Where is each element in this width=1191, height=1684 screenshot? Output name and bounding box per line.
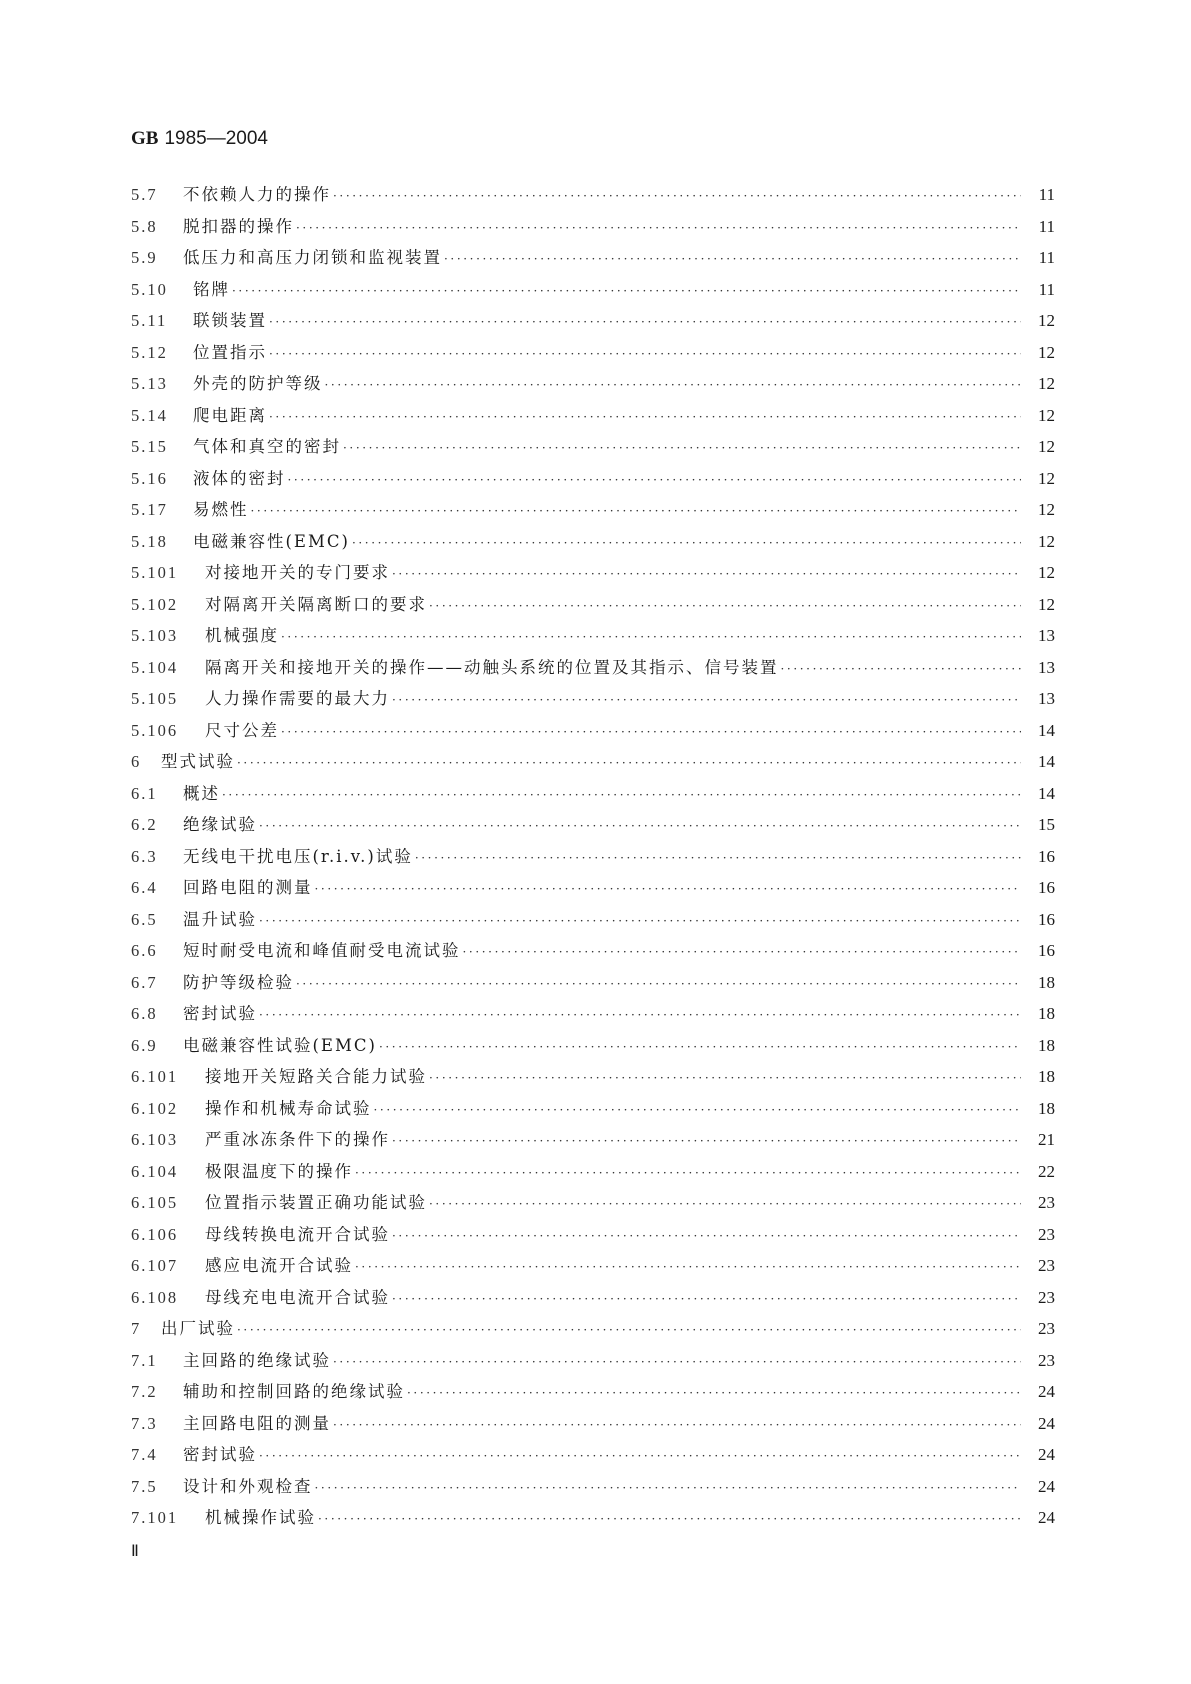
toc-section-number: 7.4 [131,1445,158,1464]
toc-dot-leader [281,725,1021,739]
toc-entry[interactable] [131,622,1055,654]
toc-section-title: 密封试验 [183,1445,257,1464]
toc-dot-leader [333,1355,1021,1369]
toc-page-number: 24 [1038,1476,1055,1496]
toc-entry[interactable] [131,1158,1055,1190]
toc-entry[interactable] [131,874,1055,906]
toc-section-number: 5.106 [131,720,179,740]
toc-section-title: 不依赖人力的操作 [183,185,331,204]
toc-section-title: 母线充电电流开合试验 [205,1287,390,1307]
toc-page-number: 21 [1038,1130,1055,1149]
toc-section-title: 液体的密封 [193,468,286,488]
toc-entry[interactable] [131,937,1055,969]
toc-section-number: 6.106 [131,1224,179,1244]
toc-dot-leader [318,1512,1021,1526]
toc-page-number: 16 [1038,846,1055,866]
toc-page-number: 11 [1038,216,1055,236]
toc-entry[interactable] [131,370,1055,402]
toc-page-number: 12 [1038,437,1055,456]
toc-section-title: 回路电阻的测量 [183,878,313,897]
toc-section-title: 感应电流开合试验 [205,1256,353,1275]
toc-section-title: 主回路电阻的测量 [183,1413,331,1433]
toc-section-number: 5.104 [131,657,179,677]
toc-page-number: 12 [1038,500,1055,519]
toc-dot-leader [392,567,1021,581]
toc-section-title: 易燃性 [193,500,249,519]
toc-page-number: 12 [1038,531,1055,551]
toc-section-number: 5.105 [131,689,179,708]
toc-page-number: 14 [1038,720,1055,740]
toc-entry[interactable] [131,906,1055,938]
toc-page-number: 13 [1038,657,1055,677]
toc-entry[interactable] [131,748,1055,780]
toc-page-number: 12 [1038,374,1055,393]
toc-page-number: 13 [1038,689,1055,708]
toc-dot-leader [296,977,1021,991]
toc-dot-leader [379,1040,1021,1054]
toc-entry[interactable] [131,1284,1055,1316]
toc-entry[interactable] [131,1347,1055,1379]
toc-page-number: 12 [1038,342,1055,362]
toc-dot-leader [333,189,1021,203]
toc-dot-leader [251,504,1022,518]
toc-section-number: 6.5 [131,909,158,929]
toc-dot-leader [237,1323,1021,1337]
toc-section-title: 人力操作需要的最大力 [205,689,390,708]
toc-section-number: 7 [131,1319,142,1338]
toc-page-number: 16 [1038,909,1055,929]
toc-entry[interactable] [131,1000,1055,1032]
toc-section-title: 温升试验 [183,909,257,929]
toc-section-number: 7.5 [131,1476,158,1496]
toc-page-number: 24 [1038,1445,1055,1464]
toc-section-number: 5.102 [131,594,179,614]
toc-section-title: 电磁兼容性(EMC) [193,531,350,551]
toc-page-number: 13 [1038,626,1055,645]
toc-section-title: 电磁兼容性试验(EMC) [183,1035,377,1055]
toc-page-number: 11 [1038,248,1055,267]
toc-entry[interactable] [131,717,1055,749]
toc-section-number: 6.8 [131,1004,158,1023]
toc-dot-leader [392,1292,1021,1306]
toc-entry[interactable] [131,1221,1055,1253]
toc-entry[interactable] [131,843,1055,875]
toc-section-number: 7.2 [131,1382,158,1401]
toc-entry[interactable] [131,780,1055,812]
toc-dot-leader [269,347,1021,361]
toc-section-number: 6.6 [131,941,158,960]
toc-page-number: 12 [1038,405,1055,425]
toc-dot-leader [343,441,1021,455]
toc-entry[interactable] [131,1504,1055,1536]
toc-entry[interactable] [131,1032,1055,1064]
toc-page-number: 12 [1038,563,1055,582]
toc-section-number: 5.9 [131,248,158,267]
toc-page-number: 23 [1038,1319,1055,1338]
toc-section-number: 5.103 [131,626,179,645]
toc-section-number: 5.101 [131,563,179,582]
toc-page-number: 18 [1038,1098,1055,1118]
toc-section-number: 6.108 [131,1287,179,1307]
toc-page-number: 14 [1038,783,1055,803]
toc-dot-leader [429,1197,1021,1211]
toc-dot-leader [259,1008,1021,1022]
toc-section-title: 外壳的防护等级 [193,374,323,393]
toc-dot-leader [232,284,1021,298]
toc-dot-leader [374,1103,1022,1117]
toc-section-number: 5.7 [131,185,158,204]
toc-page-number: 11 [1038,185,1055,204]
toc-section-number: 5.16 [131,468,168,488]
toc-section-title: 位置指示装置正确功能试验 [205,1193,427,1212]
toc-entry[interactable] [131,685,1055,717]
toc-entry[interactable] [131,1473,1055,1505]
toc-section-title: 脱扣器的操作 [183,216,294,236]
toc-page-number: 14 [1038,752,1055,771]
toc-page-number: 15 [1038,815,1055,834]
toc-entry[interactable] [131,528,1055,560]
toc-section-number: 5.14 [131,405,168,425]
toc-section-number: 6.102 [131,1098,179,1118]
toc-entry[interactable] [131,559,1055,591]
toc-section-number: 6.104 [131,1161,179,1181]
toc-dot-leader [392,1134,1021,1148]
toc-section-title: 对接地开关的专门要求 [205,563,390,582]
toc-section-title: 机械操作试验 [205,1508,316,1527]
toc-section-number: 5.12 [131,342,168,362]
toc-section-number: 6.9 [131,1035,158,1055]
toc-page-number: 18 [1038,972,1055,992]
toc-section-number: 6.3 [131,846,158,866]
toc-section-title: 爬电距离 [193,405,267,425]
toc-entry[interactable] [131,307,1055,339]
toc-section-number: 5.18 [131,531,168,551]
toc-dot-leader [429,1071,1021,1085]
toc-section-title: 位置指示 [193,342,267,362]
toc-page-number: 16 [1038,878,1055,897]
toc-section-title: 对隔离开关隔离断口的要求 [205,594,427,614]
toc-entry[interactable] [131,591,1055,623]
toc-dot-leader [259,1449,1021,1463]
toc-section-title: 接地开关短路关合能力试验 [205,1067,427,1086]
toc-section-title: 防护等级检验 [183,972,294,992]
toc-entry[interactable] [131,1315,1055,1347]
toc-dot-leader [281,630,1021,644]
toc-page-number: 12 [1038,311,1055,330]
toc-entry[interactable] [131,1252,1055,1284]
standard-code: 1985—2004 [164,128,268,149]
standard-prefix: GB [131,128,159,149]
toc-dot-leader [269,410,1021,424]
toc-section-number: 6.101 [131,1067,179,1086]
toc-entry[interactable] [131,1063,1055,1095]
toc-section-title: 隔离开关和接地开关的操作——动触头系统的位置及其指示、信号装置 [205,657,779,677]
toc-section-number: 5.17 [131,500,168,519]
toc-section-title: 短时耐受电流和峰值耐受电流试验 [183,941,461,960]
toc-section-title: 操作和机械寿命试验 [205,1098,372,1118]
toc-page-number: 12 [1038,468,1055,488]
toc-page-number: 18 [1038,1067,1055,1086]
toc-entry[interactable] [131,1378,1055,1410]
toc-page-number: 18 [1038,1035,1055,1055]
document-header [131,128,268,150]
toc-section-title: 母线转换电流开合试验 [205,1224,390,1244]
toc-section-title: 主回路的绝缘试验 [183,1350,331,1370]
toc-page-number: 22 [1038,1161,1055,1181]
toc-section-title: 低压力和高压力闭锁和监视装置 [183,248,442,267]
toc-section-number: 6.105 [131,1193,179,1212]
toc-entry[interactable] [131,339,1055,371]
table-of-contents [131,181,1055,1536]
toc-dot-leader [429,599,1021,613]
toc-section-title: 型式试验 [161,752,235,771]
toc-section-number: 6.4 [131,878,158,897]
toc-section-number: 5.10 [131,279,168,299]
toc-entry[interactable] [131,433,1055,465]
toc-dot-leader [463,945,1022,959]
toc-section-title: 联锁装置 [193,311,267,330]
toc-page-number: 11 [1038,279,1055,299]
toc-section-number: 6.7 [131,972,158,992]
toc-section-title: 绝缘试验 [183,815,257,834]
toc-section-number: 5.8 [131,216,158,236]
toc-section-title: 概述 [183,783,220,803]
toc-entry[interactable] [131,181,1055,213]
toc-dot-leader [355,1260,1021,1274]
toc-section-number: 6.1 [131,783,158,803]
toc-section-title: 尺寸公差 [205,720,279,740]
toc-entry[interactable] [131,811,1055,843]
toc-section-title: 设计和外观检查 [183,1476,313,1496]
toc-page-number: 16 [1038,941,1055,960]
toc-dot-leader [269,315,1021,329]
toc-dot-leader [288,473,1022,487]
toc-page-number: 18 [1038,1004,1055,1023]
toc-entry[interactable] [131,465,1055,497]
toc-dot-leader [259,914,1021,928]
toc-section-number: 6.103 [131,1130,179,1149]
toc-entry[interactable] [131,213,1055,245]
toc-section-title: 气体和真空的密封 [193,437,341,456]
toc-section-title: 机械强度 [205,626,279,645]
toc-entry[interactable] [131,654,1055,686]
toc-section-number: 5.13 [131,374,168,393]
toc-dot-leader [296,221,1021,235]
toc-entry[interactable] [131,1095,1055,1127]
toc-dot-leader [315,882,1022,896]
toc-dot-leader [237,756,1021,770]
toc-entry[interactable] [131,496,1055,528]
toc-dot-leader [352,536,1021,550]
toc-section-number: 6.107 [131,1256,179,1275]
toc-entry[interactable] [131,1126,1055,1158]
toc-entry[interactable] [131,276,1055,308]
toc-entry[interactable] [131,1189,1055,1221]
toc-section-title: 辅助和控制回路的绝缘试验 [183,1382,405,1401]
toc-entry[interactable] [131,1441,1055,1473]
toc-page-number: 23 [1038,1193,1055,1212]
toc-section-title: 出厂试验 [161,1319,235,1338]
toc-dot-leader [444,252,1021,266]
toc-section-number: 6.2 [131,815,158,834]
toc-page-number: 23 [1038,1224,1055,1244]
toc-dot-leader [407,1386,1021,1400]
toc-page-number: 12 [1038,594,1055,614]
toc-dot-leader [355,1166,1021,1180]
toc-entry[interactable] [131,402,1055,434]
toc-entry[interactable] [131,969,1055,1001]
toc-section-number: 7.1 [131,1350,158,1370]
toc-section-number: 7.3 [131,1413,158,1433]
toc-section-title: 铭牌 [193,279,230,299]
toc-page-number: 24 [1038,1382,1055,1401]
toc-dot-leader [781,662,1022,676]
toc-dot-leader [315,1481,1022,1495]
toc-entry[interactable] [131,244,1055,276]
toc-dot-leader [392,1229,1021,1243]
toc-section-number: 5.15 [131,437,168,456]
toc-page-number: 23 [1038,1350,1055,1370]
toc-dot-leader [259,819,1021,833]
toc-section-number: 7.101 [131,1508,179,1527]
toc-dot-leader [415,851,1021,865]
page-number: Ⅱ [131,1543,139,1560]
toc-entry[interactable] [131,1410,1055,1442]
toc-dot-leader [392,693,1021,707]
toc-dot-leader [325,378,1022,392]
toc-page-number: 24 [1038,1413,1055,1433]
toc-section-title: 无线电干扰电压(r.i.v.)试验 [183,846,413,866]
toc-section-title: 极限温度下的操作 [205,1161,353,1181]
toc-dot-leader [222,788,1021,802]
toc-dot-leader [333,1418,1021,1432]
toc-section-title: 严重冰冻条件下的操作 [205,1130,390,1149]
toc-section-number: 5.11 [131,311,168,330]
toc-page-number: 23 [1038,1256,1055,1275]
toc-section-number: 6 [131,752,142,771]
toc-page-number: 24 [1038,1508,1055,1527]
toc-page-number: 23 [1038,1287,1055,1307]
toc-section-title: 密封试验 [183,1004,257,1023]
